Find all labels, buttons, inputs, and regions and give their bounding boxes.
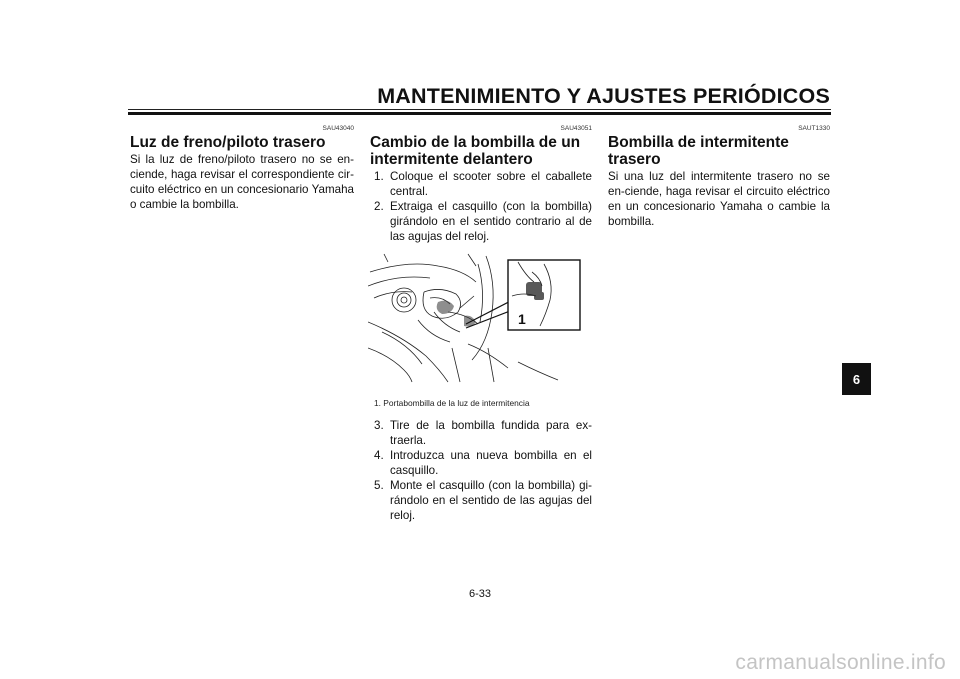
section-brake-light [130,124,354,212]
section-code: SAU43040 [322,125,354,132]
bulb-socket-illustration [368,252,584,384]
steps-list-bottom [370,418,592,523]
page-number: 6-33 [468,588,492,600]
callout-number: 1 [518,311,526,327]
section-heading: Bombilla de intermitente trasero [608,134,789,168]
watermark: carmanualsonline.info [735,651,946,674]
header-rule-thin [128,109,831,110]
step-item: 2. Extraiga el casquillo (con la bombilla) girándolo en el sentido contrario al de las agujas del reloj. [374,200,592,243]
section-code: SAU43051 [560,125,592,132]
step-item: 4. Introduzca una nueva bombilla en el casquillo. [374,449,592,477]
header-rule-thick [128,112,831,115]
section-body: Si una luz del intermitente trasero no se en-ciende, haga revisar el circuito eléctrico en un concesionario Yamaha o cambie la bombilla. [608,170,830,228]
illustration-svg [368,252,584,384]
section-front-turn-signal [370,124,592,523]
steps-list-top [370,169,592,244]
step-item: 5. Monte el casquillo (con la bombilla) gi-rándolo en el sentido de las agujas del reloj. [374,479,592,522]
section-rear-turn-signal [608,124,830,229]
section-heading: Cambio de la bombilla de un intermitente delantero [370,134,581,168]
figure-caption: 1. Portabombilla de la luz de intermitencia [374,398,530,408]
page-header-title: MANTENIMIENTO Y AJUSTES PERIÓDICOS [377,84,830,108]
step-item: 1. Coloque el scooter sobre el caballete central. [374,170,592,198]
step-item: 3. Tire de la bombilla fundida para ex-traerla. [374,419,592,447]
section-body: Si la luz de freno/piloto trasero no se en-ciende, haga revisar el correspondiente cir-cuito eléctrico en un concesionario Yamaha o cambie la bombilla. [130,153,354,211]
section-code: SAUT1330 [798,125,830,132]
section-heading: Luz de freno/piloto trasero [130,134,326,151]
chapter-tab: 6 [842,363,871,395]
